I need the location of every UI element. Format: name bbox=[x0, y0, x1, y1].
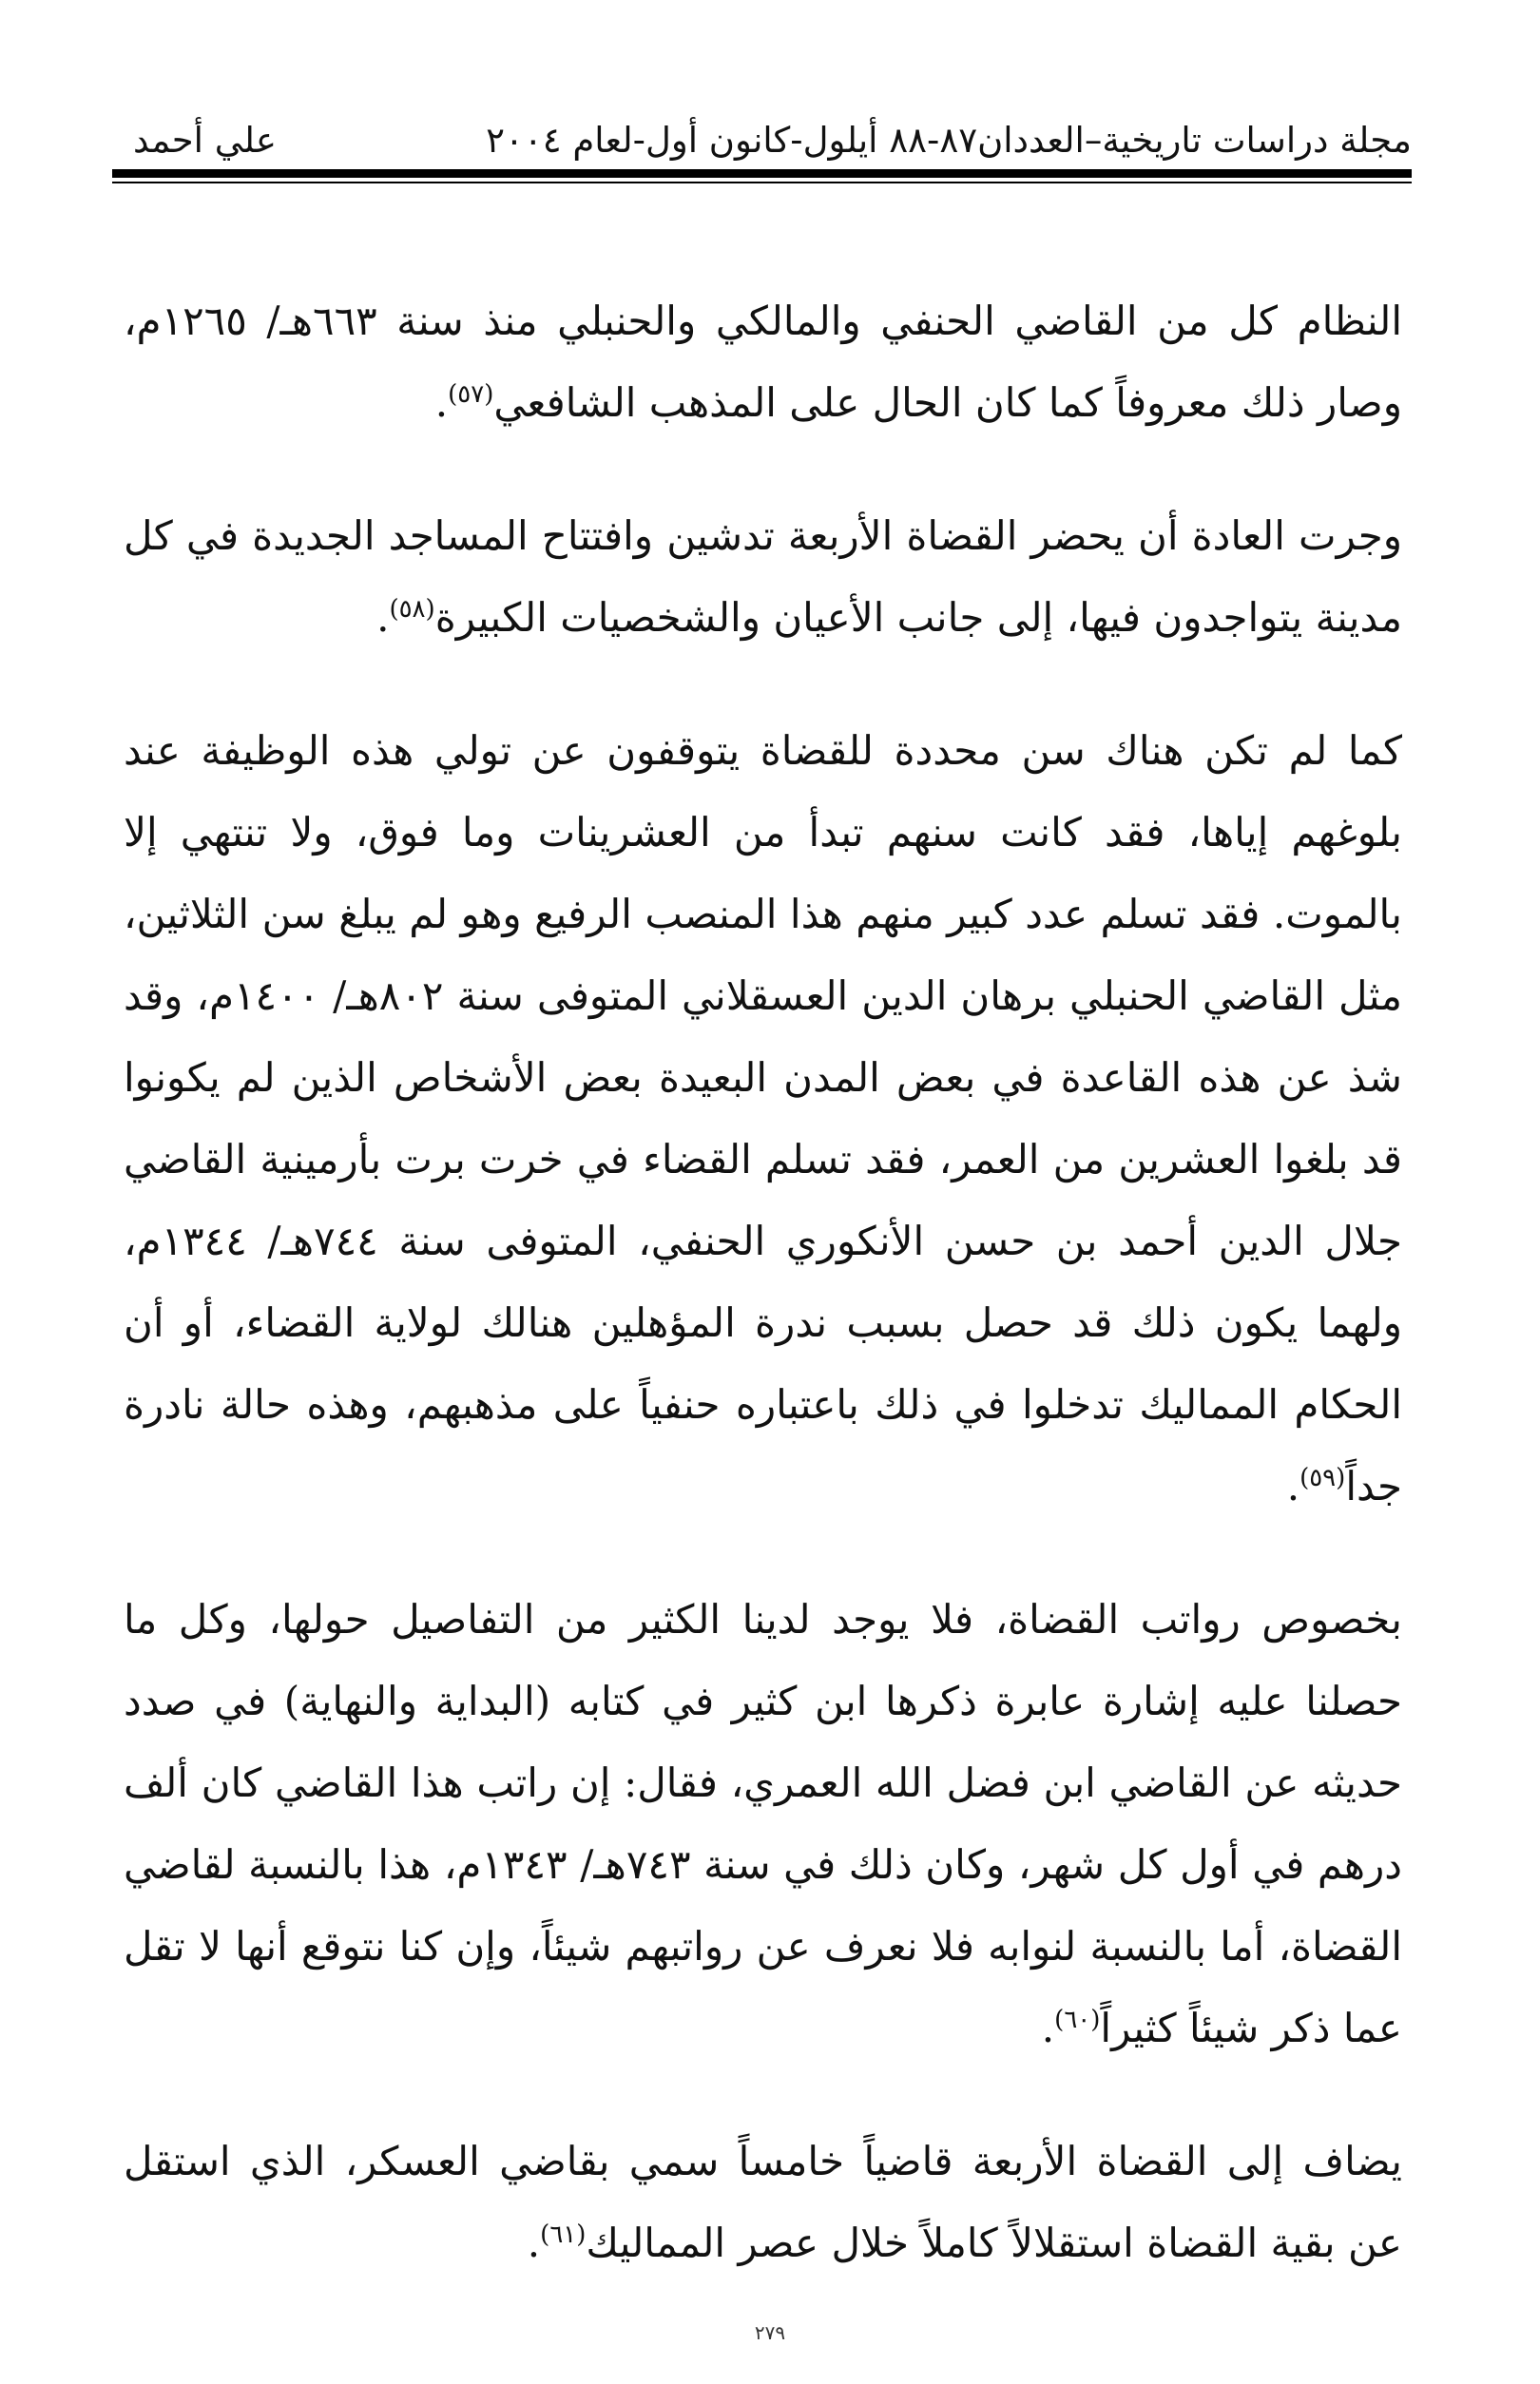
footnote-ref: (٥٧) bbox=[448, 380, 494, 409]
author-name: علي أحمد bbox=[133, 120, 277, 161]
paragraph-4 bbox=[124, 1579, 1402, 2069]
footnote-ref: (٥٩) bbox=[1299, 1464, 1346, 1492]
paragraph-5 bbox=[124, 2121, 1402, 2284]
paragraph-text: كما لم تكن هناك سن محددة للقضاة يتوقفون عن تولي هذه الوظيفة عند بلوغهم إياها، فقد كانت سنهم تبدأ من العشرينات وما فوق، ولا تنتهي إلا بالموت. فقد تسلم عدد كبير منهم هذا المنصب الرفيع وهو لم يبلغ سن الثلاثين، مثل القاضي الحنبلي برهان الدين العسقلاني المتوفى سنة ٨٠٢هـ/ ١٤٠٠م، وقد شذ عن هذه القاعدة في بعض المدن البعيدة بعض الأشخاص الذين لم يكونوا قد بلغوا العشرين من العمر، فقد تسلم القضاء في خرت برت بأرمينية القاضي جلال الدين أحمد بن حسن الأنكوري الحنفي، المتوفى سنة ٧٤٤هـ/ ١٣٤٤م، ولهما يكون ذلك قد حصل بسبب ندرة المؤهلين هنالك لولاية القضاء، أو أن الحكام المماليك تدخلوا في ذلك باعتباره حنفياً على مذهبهم، وهذه حالة نادرة جداً bbox=[124, 727, 1402, 1509]
page-number: ٢٧٩ bbox=[754, 2321, 786, 2344]
paragraph-end: . bbox=[434, 379, 449, 426]
paragraph-end: . bbox=[376, 594, 390, 641]
paragraph-2 bbox=[124, 495, 1402, 659]
footnote-ref: (٦١) bbox=[540, 2221, 587, 2249]
journal-title: مجلة دراسات تاريخية–العددان٨٧-٨٨ أيلول-كانون أول-لعام ٢٠٠٤ bbox=[486, 120, 1412, 161]
paragraph-3 bbox=[124, 710, 1402, 1528]
footnote-ref: (٥٨) bbox=[389, 595, 435, 624]
paragraph-text: يضاف إلى القضاة الأربعة قاضياً خامساً سمي بقاضي العسكر، الذي استقل عن بقية القضاة استقلالاً كاملاً خلال عصر المماليك bbox=[124, 2138, 1402, 2266]
paragraph-end: . bbox=[527, 2220, 541, 2266]
paragraph-end: . bbox=[1286, 1463, 1300, 1509]
footnote-ref: (٦٠) bbox=[1054, 2006, 1101, 2034]
paragraph-1 bbox=[124, 280, 1402, 444]
paragraph-text: وجرت العادة أن يحضر القضاة الأربعة تدشين وافتتاح المساجد الجديدة في كل مدينة يتواجدون فيها، إلى جانب الأعيان والشخصيات الكبيرة bbox=[124, 512, 1402, 641]
paragraph-text: النظام كل من القاضي الحنفي والمالكي والحنبلي منذ سنة ٦٦٣هـ/ ١٢٦٥م، وصار ذلك معروفاً كما كان الحال على المذهب الشافعي bbox=[124, 298, 1402, 426]
header-rule-thin bbox=[112, 182, 1412, 183]
running-header bbox=[112, 112, 1412, 169]
paragraph-text: بخصوص رواتب القضاة، فلا يوجد لدينا الكثير من التفاصيل حولها، وكل ما حصلنا عليه إشارة عابرة ذكرها ابن كثير في كتابه (البداية والنهاية) في صدد حديثه عن القاضي ابن فضل الله العمري، فقال: إن راتب هذا القاضي كان ألف درهم في أول كل شهر، وكان ذلك في سنة ٧٤٣هـ/ ١٣٤٣م، هذا بالنسبة لقاضي القضاة، أما بالنسبة لنوابه فلا نعرف عن رواتبهم شيئاً، وإن كنا نتوقع أنها لا تقل عما ذكر شيئاً كثيراً bbox=[124, 1596, 1402, 2051]
article-body bbox=[124, 280, 1402, 2336]
paragraph-end: . bbox=[1041, 2005, 1055, 2051]
header-rule-thick bbox=[112, 169, 1412, 178]
